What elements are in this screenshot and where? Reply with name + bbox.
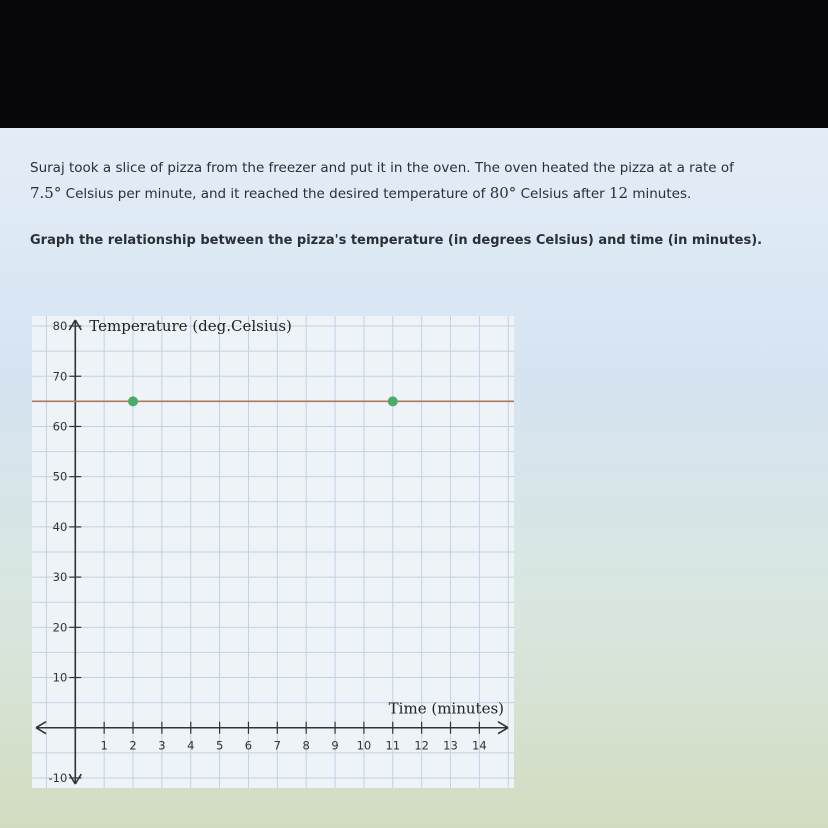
x-tick-label: 11 (385, 738, 401, 753)
question-line2-end: minutes. (628, 186, 692, 202)
x-tick-label: 8 (302, 738, 310, 753)
graph-area[interactable] (32, 316, 514, 788)
x-tick-label: 10 (356, 738, 372, 753)
x-tick-label: 3 (158, 738, 166, 753)
x-tick-label: 6 (244, 738, 253, 753)
y-tick-label: 30 (52, 570, 68, 585)
question-line2-mid: Celsius per minute, and it reached the desired temperature of (61, 186, 490, 202)
question-line1: Suraj took a slice of pizza from the freezer and put it in the oven. The oven heated the pizza at a rate of (30, 160, 734, 176)
dark-top-bar (0, 0, 828, 128)
y-tick-label: 70 (52, 369, 68, 384)
y-axis-label: Temperature (deg.Celsius) (89, 317, 292, 336)
minutes-value: 12 (608, 184, 629, 202)
y-tick-label: 20 (52, 620, 68, 635)
y-tick-label: 10 (52, 670, 68, 685)
x-tick-label: 13 (443, 738, 458, 753)
x-tick-label: 4 (187, 738, 195, 753)
x-tick-label: 5 (215, 738, 224, 753)
instruction-text: Graph the relationship between the pizza's temperature (in degrees Celsius) and time (in minutes). (30, 233, 763, 248)
graph-svg[interactable] (32, 316, 514, 788)
question-text-line-2 (30, 184, 691, 202)
x-tick-label: 12 (414, 738, 429, 753)
x-tick-label: 9 (331, 738, 339, 753)
question-text-line-1 (30, 160, 734, 176)
target-temp-value: 80° (489, 184, 517, 202)
rate-value: 7.5° (30, 184, 62, 202)
x-tick-label: 1 (100, 738, 108, 753)
x-axis-label: Time (minutes) (388, 699, 504, 718)
x-tick-label: 14 (472, 738, 487, 753)
y-tick-label: 50 (52, 469, 68, 484)
y-tick-label: 40 (52, 519, 68, 534)
plotted-point[interactable] (128, 396, 138, 406)
y-tick-label: 60 (52, 419, 68, 434)
y-tick-label: -10 (48, 770, 68, 785)
y-tick-label: 80 (52, 319, 68, 334)
question-line2-mid2: Celsius after (516, 186, 609, 202)
plotted-point[interactable] (388, 396, 398, 406)
x-tick-label: 7 (273, 738, 281, 753)
x-tick-label: 2 (129, 738, 137, 753)
